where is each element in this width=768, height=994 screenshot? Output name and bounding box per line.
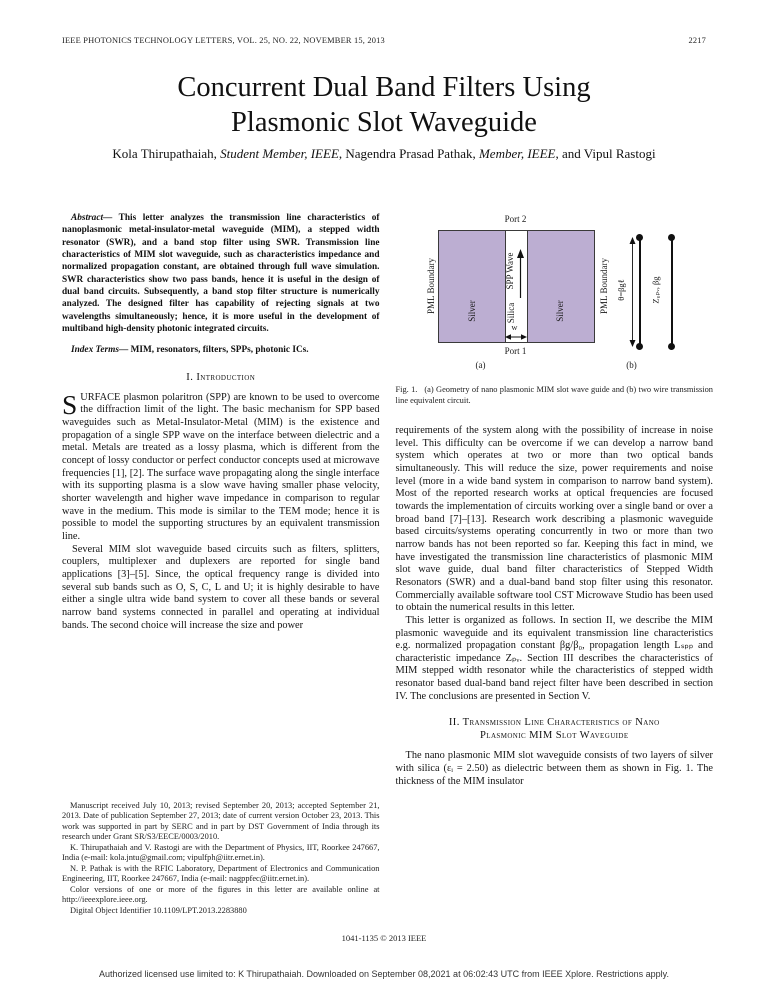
footnote-manuscript: Manuscript received July 10, 2013; revised September 20, 2013; accepted September 21, 2013. Date of publication September 27, 2013; date of current version October 23, 2013. This work was supported in part by SERC and in part by DST Government of India through its research under Grant SR/S3/EECE/0003/2010. [62, 801, 380, 842]
section-heading-introduction: I. Introduction [186, 371, 256, 383]
issn-copyright-line: 1041-1135 © 2013 IEEE [341, 933, 427, 943]
right-column [396, 212, 714, 930]
pml-boundary-right-label: PML Boundary [598, 258, 609, 314]
figure-1-caption [396, 385, 714, 406]
subfigure-b-label: (b) [626, 360, 637, 370]
figure-1 [396, 212, 714, 372]
section-heading-transmission-line [396, 716, 714, 742]
first-page-footnotes [62, 801, 380, 916]
electrical-length-arrow-icon [628, 237, 637, 347]
footnote-affiliation-1: K. Thirupathaiah and V. Rastogi are with the Department of Physics, IIT, Roorkee 247667, India (e-mail: kola.jntu@gmail.com; vipulfph@iitr.ernet.in). [62, 842, 380, 863]
figure-1-caption-label: Fig. 1. [395, 385, 418, 394]
electrical-length-label: θ=βgℓ [615, 279, 626, 301]
two-column-body [62, 212, 713, 930]
abstract-paragraph [62, 212, 380, 335]
silica-label: Silica [505, 302, 516, 324]
transmission-line-left [639, 237, 642, 347]
index-terms-label: Index Terms— [71, 345, 129, 356]
footnote-color-versions: Color versions of one or more of the figures in this letter are available online at http://ieeexplore.ieee.org. [62, 884, 380, 905]
slot-width-label: w [511, 322, 518, 332]
silver-left-label: Silver [466, 300, 477, 322]
author-affiliation: Member, IEEE [478, 146, 556, 161]
footnote-doi: Digital Object Identifier 10.1109/LPT.2013.2283880 [70, 905, 247, 915]
journal-header: IEEE PHOTONICS TECHNOLOGY LETTERS, VOL. 25, NO. 22, NOVEMBER 15, 2013 [62, 36, 385, 45]
intro-paragraph-3: requirements of the system along with the possibility of increase in noise level. This difficulty can be overcome if we can develop a narrow band system which operates at two or more than two optical bands simultaneously. This will reduce the size, power requirements and noise level (more in a wide band system in comparison to narrow band system). Most of the reported research works at optical frequencies are focused towards the implementation of circuits working over a single band or over a broad band [7]–[13]. Research work describing a plasmonic waveguide based circuits/systems operating concurrently in two or more than two narrow bands has not been reported so far. Keeping this fact in mind, we have investigated the transmission line characteristics of plasmonic MIM slot wave guide, dual band filter characteristics of Stepped Width Resonators (SWR) and a dual-band band stop filter using this resonator. Commercially available software tool CST Microwave Studio has been used to obtain the numerical results in this letter. [395, 425, 713, 614]
figure-1-caption-text: (a) Geometry of nano plasmonic MIM slot wave guide and (b) two wire transmission line equivalent circuit. [395, 385, 713, 405]
author-line [0, 146, 768, 162]
intro-paragraph-1 [62, 388, 380, 544]
license-line: Authorized licensed use limited to: K Thirupathaiah. Downloaded on September 08,2021 at 06:02:43 UTC from IEEE Xplore. Restrictions apply. [99, 969, 669, 979]
author-name: , and Vipul Rastogi [555, 146, 656, 161]
line-parameters-label: Z₀ₚᵥ, βg [650, 276, 660, 304]
port2-label: Port 2 [504, 214, 527, 224]
intro-paragraph-2: Several MIM slot waveguide based circuits such as filters, splitters, couplers, multiplexer and duplexers are reported for single band applications [3]–[5]. Since, the optical frequency range is divided into several sub bands such as O, S, C, L and U; it is highly desirable to have either a single ultra wide band system to cover all these bands or several narrow band systems connected in parallel and operating at individual bands. The second choice will increase the size and power [62, 543, 380, 631]
page-header [62, 36, 706, 45]
slot-width-arrow-icon [505, 333, 527, 341]
intro-paragraph-4: This letter is organized as follows. In section II, we describe the MIM plasmonic waveguide and its equivalent transmission line characteristics e.g. normalized propagation constant βg/β₀, propagation length Lₛₚₚ and characteristic impedance Zₚᵥ. Section III describes the characteristics of MIM stepped width resonator while the characteristics of stepped width resonator based dual-band band reject filter have been described in section IV. The conclusions are presented in Section V. [395, 614, 713, 702]
index-terms-text: MIM, resonators, filters, SPPs, photonic ICs. [128, 345, 309, 356]
footnote-affiliation-2: N. P. Pathak is with the RFIC Laboratory, Department of Electronics and Communication Engineering, IIT, Roorkee 247667, India (e-mail: nagppfec@iitr.ernet.in). [62, 863, 380, 884]
index-terms-paragraph [62, 344, 380, 356]
spp-wave-label: SPP Wave [504, 252, 515, 290]
title-line2: Plasmonic Slot Waveguide [231, 107, 537, 138]
abstract-text: This letter analyzes the transmission line characteristics of nanoplasmonic metal-insulator-metal waveguide (MIM), a stepped width resonator (SWR), and a band stop filter using SWR. Transmission line characteristics of MIM slot waveguide, such as characteristics impedance and normalized propagation constant, are obtained through full wave simulation. SWR characteristics show two pass bands, hence it is useful in the design of dual band circuits. Subsequently, a band stop filter structure is numerically analyzed. The designed filter has capability of rejecting signals at two wavelengths simultaneously; hence, it is more useful in the development of multiband high-density photonic integrated circuits. [62, 213, 380, 335]
page-number: 2217 [688, 36, 706, 45]
silver-right-label: Silver [554, 300, 565, 322]
author-name: Kola Thirupathaiah, [112, 146, 221, 161]
author-affiliation: Student Member, IEEE [220, 146, 339, 161]
drop-cap: S [62, 388, 78, 420]
transmission-line-right [671, 237, 674, 347]
section2-heading-line2: Plasmonic MIM Slot Waveguide [479, 730, 629, 742]
section2-paragraph-1: The nano plasmonic MIM slot waveguide consists of two layers of silver with silica (εᵢ = 2.50) as dielectric between them as shown in Fig. 1. The thickness of the MIM insulator [395, 750, 713, 787]
pml-boundary-left-label: PML Boundary [425, 258, 436, 314]
author-name: , Nagendra Prasad Pathak, [338, 146, 479, 161]
spp-wave-arrow-icon [516, 249, 525, 299]
left-column [62, 212, 380, 930]
paper-title [0, 70, 768, 140]
intro-paragraph-1-text: URFACE plasmon polaritron (SPP) are known to be used to overcome the diffraction limit of the light. The basic mechanism for SPP based waveguides such as Metal-Insulator-Metal (MIM) is the existence and propagation of a single SPP wave on the interface between dielectric and a metal. Metals are treated as a lossy plasma, which is different from the concept of lossy conductor or perfect conductor concepts used at microwave frequencies [1], [2]. The surface wave propagating along the single interface with its supporting plasma is a slow wave having smaller phase velocity, shorter wavelength and higher wave impedance in comparison to regular wave in the medium. This mode is similar to the TEM mode; hence it is possible to model the supporting structures by an equivalent transmission line. [62, 391, 380, 542]
title-line1: Concurrent Dual Band Filters Using [177, 72, 591, 103]
subfigure-a-label: (a) [475, 360, 486, 370]
port1-label: Port 1 [504, 346, 527, 356]
abstract-label: Abstract— [71, 213, 113, 223]
section2-heading-line1: II. Transmission Line Characteristics of Nano [448, 717, 660, 729]
